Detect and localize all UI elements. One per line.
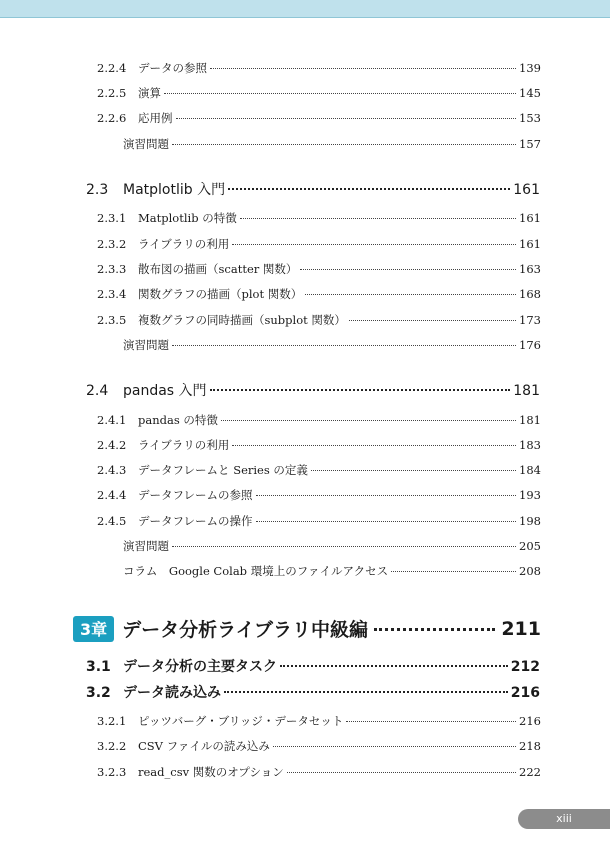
toc-section-3-1	[86, 656, 540, 676]
entry-number: 2.4.2	[97, 438, 127, 452]
toc-entry-2-3-3	[97, 261, 541, 277]
toc-entry-2-3-5	[97, 312, 541, 328]
entry-page: 198	[519, 514, 541, 528]
section-number: 2.3	[86, 182, 109, 198]
section-page: 212	[510, 659, 540, 675]
entry-title: データフレームの操作	[138, 514, 253, 528]
entry-number: 3.2.2	[97, 739, 127, 753]
dot-leader	[224, 690, 508, 693]
dot-leader	[300, 268, 516, 270]
entry-page: 193	[519, 488, 541, 502]
section-title: pandas 入門	[123, 383, 207, 399]
entry-title: 複数グラフの同時描画（subplot 関数）	[138, 313, 346, 327]
toc-entry-2-4-2	[97, 437, 541, 453]
dot-leader	[176, 117, 517, 119]
entry-number: 2.3.1	[97, 211, 127, 225]
dot-leader	[280, 664, 508, 667]
entry-number: 2.2.4	[97, 61, 127, 75]
entry-number: 2.3.3	[97, 262, 127, 276]
toc-entry-exercises-2-2	[123, 136, 541, 152]
entry-number: 2.2.6	[97, 111, 127, 125]
entry-number: 3.2.3	[97, 765, 127, 779]
entry-title: ピッツバーグ・ブリッジ・データセット	[138, 714, 344, 728]
section-number: 2.4	[86, 383, 109, 399]
section-page: 216	[510, 685, 540, 701]
entry-title: コラム Google Colab 環境上のファイルアクセス	[123, 564, 389, 578]
dot-leader	[349, 319, 516, 321]
top-header-bar	[0, 0, 610, 18]
entry-title: ライブラリの利用	[138, 438, 230, 452]
entry-number: 2.4.1	[97, 413, 127, 427]
toc-entry-exercises-2-3	[123, 337, 541, 353]
section-page: 181	[513, 383, 540, 399]
entry-title: 応用例	[138, 111, 173, 125]
entry-title: 演習問題	[123, 137, 169, 151]
dot-leader	[172, 545, 516, 547]
dot-leader	[164, 92, 516, 94]
toc-entry-2-2-5	[97, 85, 541, 101]
dot-leader	[256, 494, 517, 496]
entry-page: 176	[519, 338, 541, 352]
dot-leader	[311, 469, 516, 471]
dot-leader	[391, 570, 516, 572]
toc-entry-2-2-4	[97, 60, 541, 76]
dot-leader	[172, 344, 516, 346]
toc-chapter-3	[73, 615, 541, 642]
chapter-badge: 3章	[73, 616, 114, 642]
entry-page: 222	[519, 765, 541, 779]
entry-page: 208	[519, 564, 541, 578]
entry-number: 2.3.4	[97, 287, 127, 301]
entry-title: ライブラリの利用	[138, 237, 230, 251]
toc-entry-3-2-2	[97, 738, 541, 754]
chapter-page: 211	[501, 617, 541, 640]
section-page: 161	[513, 182, 540, 198]
entry-page: 163	[519, 262, 541, 276]
section-title: データ分析の主要タスク	[123, 659, 277, 675]
entry-number: 3.2.1	[97, 714, 127, 728]
entry-page: 168	[519, 287, 541, 301]
dot-leader	[256, 520, 517, 522]
section-title: データ読み込み	[123, 685, 221, 701]
toc-entry-2-3-1	[97, 210, 541, 226]
toc-entry-2-4-3	[97, 462, 541, 478]
entry-title: CSV ファイルの読み込み	[138, 739, 270, 753]
entry-title: 演習問題	[123, 338, 169, 352]
toc-entry-2-2-6	[97, 110, 541, 126]
dot-leader	[232, 444, 516, 446]
entry-page: 218	[519, 739, 541, 753]
entry-title: 散布図の描画（scatter 関数）	[138, 262, 298, 276]
entry-number: 2.3.5	[97, 313, 127, 327]
entry-title: データフレームと Series の定義	[138, 463, 308, 477]
entry-number: 2.4.3	[97, 463, 127, 477]
toc-entry-exercises-2-4	[123, 538, 541, 554]
entry-page: 161	[519, 211, 541, 225]
toc-section-2-3	[86, 179, 540, 199]
entry-title: Matplotlib の特徴	[138, 211, 237, 225]
entry-number: 2.4.5	[97, 514, 127, 528]
entry-number: 2.4.4	[97, 488, 127, 502]
entry-page: 205	[519, 539, 541, 553]
dot-leader	[346, 720, 516, 722]
toc-entry-3-2-3	[97, 764, 541, 780]
entry-page: 145	[519, 86, 541, 100]
toc-entry-2-4-1	[97, 412, 541, 428]
entry-title: pandas の特徴	[138, 413, 218, 427]
entry-page: 157	[519, 137, 541, 151]
entry-title: 関数グラフの描画（plot 関数）	[138, 287, 303, 301]
entry-page: 181	[519, 413, 541, 427]
entry-page: 161	[519, 237, 541, 251]
toc-entry-2-3-2	[97, 236, 541, 252]
toc-section-3-2	[86, 682, 540, 702]
section-number: 3.2	[86, 685, 111, 701]
dot-leader	[240, 217, 516, 219]
section-number: 3.1	[86, 659, 111, 675]
entry-title: read_csv 関数のオプション	[138, 765, 284, 779]
entry-page: 173	[519, 313, 541, 327]
toc-entry-2-4-5	[97, 513, 541, 529]
entry-title: データフレームの参照	[138, 488, 253, 502]
entry-title: データの参照	[138, 61, 207, 75]
dot-leader	[221, 419, 516, 421]
entry-page: 216	[519, 714, 541, 728]
entry-page: 184	[519, 463, 541, 477]
entry-title: 演算	[138, 86, 161, 100]
dot-leader	[232, 243, 516, 245]
dot-leader	[210, 388, 511, 391]
dot-leader	[305, 293, 516, 295]
toc-entry-3-2-1	[97, 713, 541, 729]
section-title: Matplotlib 入門	[123, 182, 226, 198]
dot-leader	[374, 627, 495, 631]
entry-page: 153	[519, 111, 541, 125]
dot-leader	[273, 745, 516, 747]
page-number-tab: xiii	[518, 809, 610, 829]
toc-entry-2-3-4	[97, 286, 541, 302]
entry-page: 139	[519, 61, 541, 75]
entry-page: 183	[519, 438, 541, 452]
chapter-title: データ分析ライブラリ中級編	[122, 619, 369, 641]
toc-entry-column	[123, 563, 541, 579]
dot-leader	[172, 143, 516, 145]
dot-leader	[287, 771, 516, 773]
entry-number: 2.2.5	[97, 86, 127, 100]
dot-leader	[228, 187, 510, 190]
entry-number: 2.3.2	[97, 237, 127, 251]
toc-section-2-4	[86, 380, 540, 400]
entry-title: 演習問題	[123, 539, 169, 553]
dot-leader	[210, 67, 516, 69]
toc-entry-2-4-4	[97, 487, 541, 503]
